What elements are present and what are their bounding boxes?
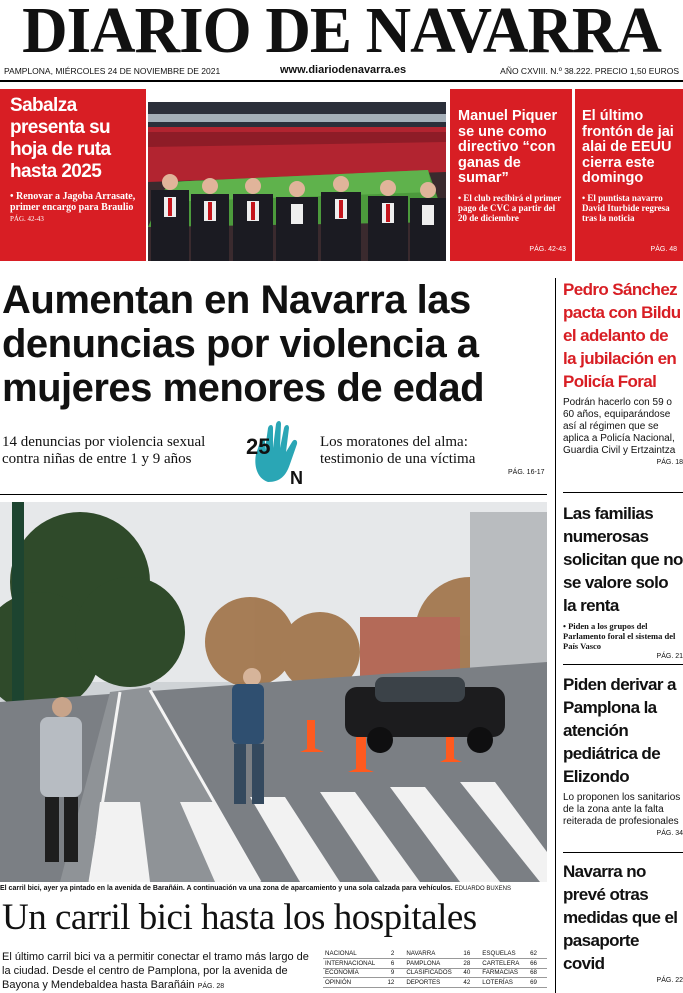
sidebar-story-policia[interactable] [563,278,683,466]
promo-headline: El último frontón de jai alai de EEUU cierra este domingo [582,108,674,186]
sidebar-headline: Piden derivar a Pamplona la atención pediátrica de Elizondo [563,675,676,786]
divider [0,80,683,82]
story2-body: El último carril bici va a permitir conectar el tramo más largo de la ciudad. Desde el centro de Pamplona, por la avenida de Bayona y Mendebaldea hasta Barañáin PÁG. 28 [2,951,309,991]
divider [0,494,547,495]
page-ref: PÁG. 18 [656,459,683,466]
sidebar-story-pasaporte[interactable] [563,860,683,984]
lead-deck-left: 14 denuncias por violencia sexual contra niñas de entre 1 y 9 años [2,434,206,467]
index-row: ECONOMÍA 9 CLASIFICADOS 40 FARMACIAS 68 [323,968,547,978]
promo-sub: • Renovar a Jagoba Arrasate, primer encargo para Braulio PÁG. 42-43 [10,191,136,223]
column-divider [555,278,556,993]
lead-headline[interactable]: Aumentan en Navarra las denuncias por violencia a mujeres menores de edad [2,278,485,410]
sidebar-headline: Las familias numerosas solicitan que no se valore solo la renta [563,504,683,615]
page-ref: PÁG. 48 [650,246,677,253]
page-ref: PÁG. 34 [656,830,683,837]
bike-lane-photo [0,502,547,882]
promo-jai-alai[interactable] [575,89,683,261]
divider [563,664,683,665]
page-ref: PÁG. 22 [656,977,683,984]
page-ref: PÁG. 42-43 [529,246,566,253]
promo-sub: • El club recibirá el primer pago de CVC a partir del 20 de diciembre [458,192,562,223]
promo-sub: • El puntista navarro David Iturbide regresa tras la noticia [582,192,670,223]
section-index [323,949,547,988]
sidebar-story-familias[interactable] [563,502,683,660]
logo-number: 25 [246,434,271,459]
25n-hand-logo-icon [246,420,312,486]
sidebar-sub: Podrán hacerlo con 59 o 60 años, equiparándose así al régimen que se aplica a Policía Nacional, Guardia Civil y Ertzaintza [563,397,676,456]
promo-headline: Manuel Piquer se une como directivo “con ganas de sumar” [458,108,558,186]
top-promo-band [0,89,683,261]
sidebar-headline: Pedro Sánchez pacta con Bildu el adelanto de la jubilación en Policía Foral [563,280,681,391]
sidebar-headline: Navarra no prevé otras medidas que el pasaporte covid [563,862,678,973]
photo-credit: EDUARDO BUXENS [454,886,511,892]
edition-info: AÑO CXVIII. N.º 38.222. PRECIO 1,50 EUROS [500,66,679,76]
promo-headline: Sabalza presenta su hoja de ruta hasta 2025 [10,95,111,182]
index-row: OPINIÓN 12 DEPORTES 42 LOTERÍAS 69 [323,978,547,988]
lead-deck-right: Los moratones del alma: testimonio de una víctima [320,434,476,467]
dateline [0,64,683,78]
masthead: DIARIO DE NAVARRA [22,0,661,67]
sidebar-sub: • Piden a los grupos del Parlamento foral el sistema del País Vasco [563,621,676,651]
date-place: PAMPLONA, MIÉRCOLES 24 DE NOVIEMBRE DE 2021 [4,66,221,76]
promo-piquer[interactable] [450,89,572,261]
divider [563,492,683,493]
sidebar-story-pediatria[interactable] [563,673,683,837]
photo-caption: El carril bici, ayer ya pintado en la avenida de Barañáin. A continuación va una zona de aparcamiento y una sola calzada para vehículos. EDUARDO BUXENS [0,885,511,892]
index-row: INTERNACIONAL 6 PAMPLONA 28 CARTELERA 66 [323,959,547,969]
promo-osasuna[interactable] [0,89,146,261]
index-row: NACIONAL 2 NAVARRA 16 ESQUELAS 62 [323,949,547,959]
page-ref: PÁG. 16-17 [508,469,545,476]
stadium-photo [148,102,446,261]
divider [563,852,683,853]
logo-letter: N [290,468,303,486]
website-link[interactable]: www.diariodenavarra.es [280,64,407,76]
page-ref: PÁG. 21 [656,653,683,660]
story2-headline[interactable]: Un carril bici hasta los hospitales [2,897,477,938]
sidebar-sub: Lo proponen los sanitarios de la zona ante la falta reiterada de profesionales [563,792,681,827]
